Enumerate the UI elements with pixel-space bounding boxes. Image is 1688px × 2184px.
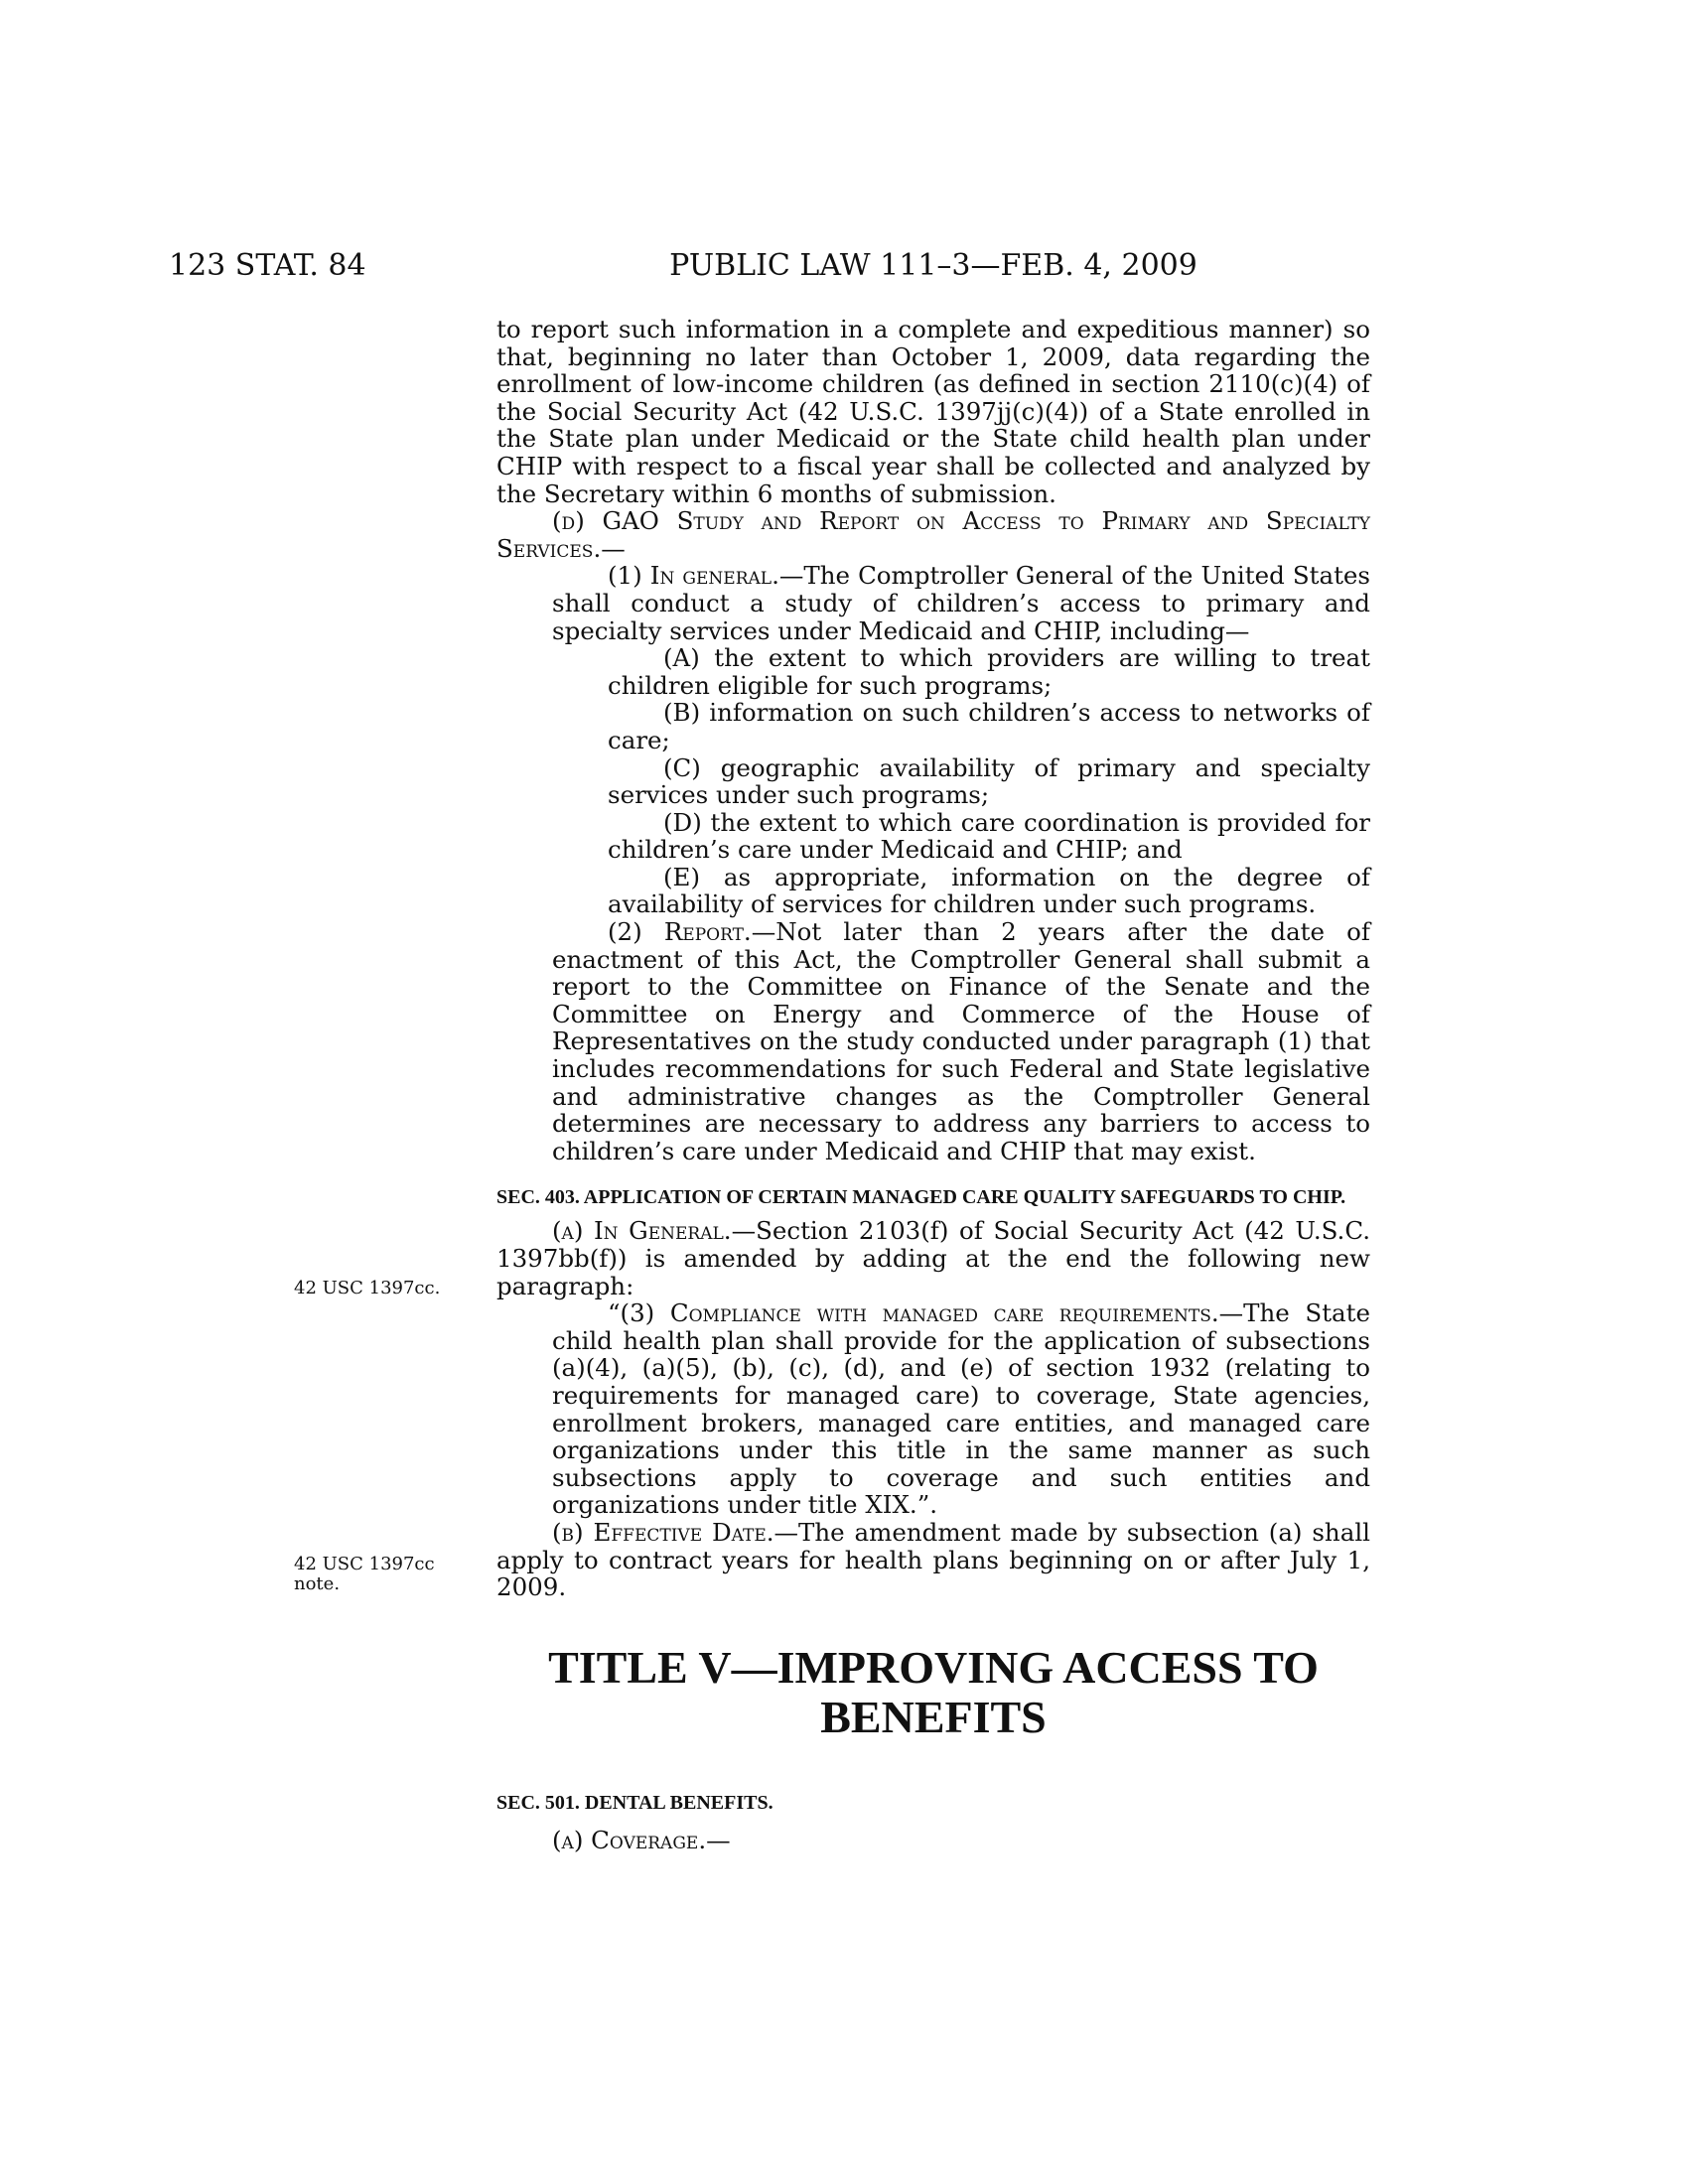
paragraph-text: Not later than 2 years after the date of enactment of this Act, the Comptroller General shall submit a report to the Committee on Finance of the Senate and the Committee on Energy and Commerce of the House of Representatives on the study conducted under paragraph (1) that includes recommendations for such Federal and State legislative and administrative changes as the Comptroller General determines are necessary to address any barriers to access to children’s care under Medicaid and CHIP that may exist. bbox=[552, 917, 1370, 1165]
margin-note-usc-note bbox=[294, 1555, 453, 1594]
stat-page-number: 123 STAT. 84 bbox=[169, 248, 366, 283]
paragraph-heading: “(3) Compliance with managed care requirements.— bbox=[608, 1298, 1244, 1328]
title-line: TITLE V—IMPROVING ACCESS TO bbox=[548, 1641, 1319, 1693]
paragraph-d1 bbox=[496, 562, 1370, 644]
subsection-heading: (a) In General.— bbox=[552, 1216, 757, 1246]
subsection-text: Section 2103(f) of Social Security Act (42 U.S.C. 1397bb(f)) is amended by adding at the end the following new paragraph: bbox=[496, 1216, 1370, 1300]
paragraph-text: The State child health plan shall provide for the application of subsections (a)(4), (a)(5), (b), (c), (d), and (e) of section 1932 (relating to requirements for managed care) to coverage, State agencies, enrollment brokers, managed care entities, and managed care organizations under this title in the same manner as such subsections apply to coverage and such entities and organizations under title XIX.”. bbox=[552, 1298, 1370, 1520]
paragraph-heading: (1) In general.— bbox=[608, 561, 804, 591]
section-403-heading: SEC. 403. APPLICATION OF CERTAIN MANAGED CARE QUALITY SAFEGUARDS TO CHIP. bbox=[496, 1186, 1346, 1209]
section-501-heading: SEC. 501. DENTAL BENEFITS. bbox=[496, 1791, 774, 1814]
paragraph-403a3 bbox=[496, 1299, 1370, 1519]
subsection-heading: (b) Effective Date.— bbox=[552, 1517, 799, 1547]
clause-c: (C) geographic availability of primary and specialty services under such programs; bbox=[608, 752, 1370, 810]
title-v-heading bbox=[496, 1643, 1370, 1742]
subsection-403a bbox=[496, 1217, 1370, 1299]
clause-d: (D) the extent to which care coordination is provided for children’s care under Medicaid and CHIP; and bbox=[608, 807, 1370, 865]
subsection-d-heading: (d) GAO Study and Report on Access to Primary and Specialty Services.— bbox=[496, 506, 1370, 563]
paragraph-continued: to report such information in a complete and expeditious manner) so that, beginning no later than October 1, 2009, data regarding the enrollment of low-income children (as defined in section 2110(c)(4) of the Social Security Act (42 U.S.C. 1397jj(c)(4)) of a State enrolled in the State plan under Medicaid or the State child health plan under CHIP with respect to a fiscal year shall be collected and analyzed by the Secretary within 6 months of submission. bbox=[496, 315, 1370, 508]
title-line: BENEFITS bbox=[820, 1691, 1047, 1742]
subsection-501a-heading: (a) Coverage.— bbox=[552, 1825, 731, 1854]
paragraph-d2 bbox=[496, 918, 1370, 1164]
margin-note-line: note. bbox=[294, 1573, 341, 1594]
document-body bbox=[496, 316, 1370, 1853]
margin-note-line: 42 USC 1397cc bbox=[294, 1554, 435, 1574]
paragraph-heading: (2) Report.— bbox=[608, 917, 776, 947]
subsection-text: The amendment made by subsection (a) shall apply to contract years for health plans beginning on or after July 1, 2009. bbox=[496, 1517, 1370, 1602]
clause-e: (E) as appropriate, information on the degree of availability of services for children under such programs. bbox=[608, 862, 1370, 919]
subsection-403b bbox=[496, 1519, 1370, 1601]
margin-note-usc: 42 USC 1397cc. bbox=[294, 1278, 441, 1298]
clause-b: (B) information on such children’s access to networks of care; bbox=[608, 698, 1370, 754]
running-header: PUBLIC LAW 111–3—FEB. 4, 2009 bbox=[669, 248, 1197, 283]
paragraph-text: The Comptroller General of the United States shall conduct a study of children’s access to primary and specialty services under Medicaid and CHIP, including— bbox=[552, 561, 1370, 645]
clause-a: (A) the extent to which providers are willing to treat children eligible for such programs; bbox=[608, 643, 1370, 700]
